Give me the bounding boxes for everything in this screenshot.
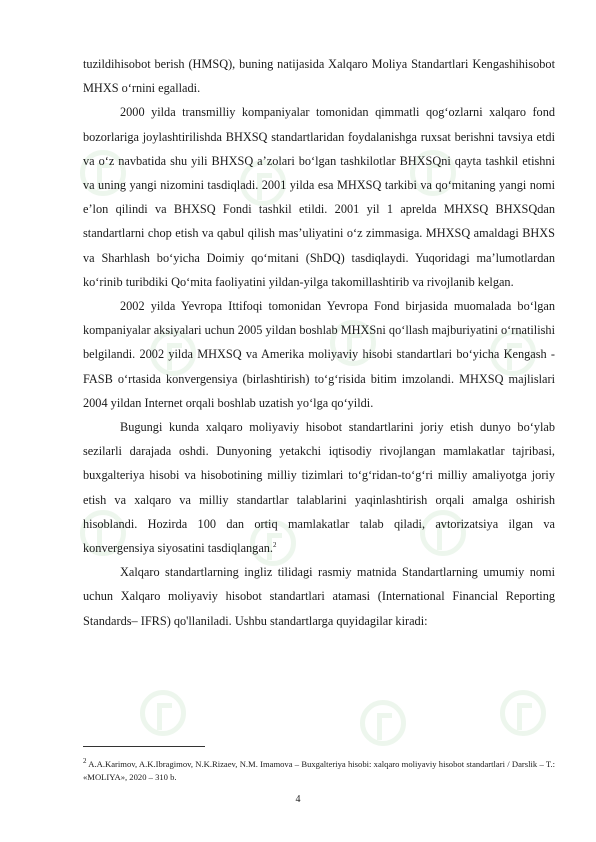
paragraph: [83, 415, 555, 560]
watermark-logo-icon: [360, 700, 406, 746]
footnote: [83, 758, 555, 784]
body-text: [83, 52, 555, 633]
paragraph-text: Bugungi kunda xalqaro moliyaviy hisobot standartlarini joriy etish dunyo bo‘ylab sezilarli darajada oshdi. Dunyoning yetakchi iqtisodiy rivojlangan mamlakatlar tajribasi, buxgalteriya hisobi va hisobotining milliy tizimlari to‘g‘ridan-to‘g‘ri milliy amaliyotga joriy etish va xalqaro va milliy standartlar talablarini yaqinlashtirish orqali amalga oshirish hisoblandi. Hozirda 100 dan ortiq mamlakatlar talab qiladi, avtorizatsiya ilgan va konvergensiya siyosatini tasdiqlangan.: [83, 420, 555, 556]
paragraph: 2002 yilda Yevropa Ittifoqi tomonidan Yevropa Fond birjasida muomalada bo‘lgan kompaniyalar aksiyalari uchun 2005 yildan boshlab MHXSni qo‘llash majburiyatini o‘rnatilishi belgilandi. 2002 yilda MHXSQ va Amerika moliyaviy hisobi standartlari bo‘yicha Kengash - FASB o‘rtasida konvergensiya (birlashtirish) to‘g‘risida bitim imzolandi. MHXSQ majlislari 2004 yildan Internet orqali boshlab uzatish yo‘lga qo‘yildi.: [83, 299, 555, 410]
paragraph: Xalqaro standartlarning ingliz tilidagi rasmiy matnida Standartlarning umumiy nomi uchun Xalqaro moliyaviy hisobot standartlari atamasi (International Financial Reporting Standards– IFRS) qo'llaniladi. Ushbu standartlarga quyidagilar kiradi:: [83, 565, 555, 628]
footnote-divider: [83, 746, 205, 747]
footnote-reference[interactable]: 2: [273, 540, 277, 549]
paragraph: tuzildihisobot berish (HMSQ), buning natijasida Xalqaro Moliya Standartlari Kengashihisobot MHXS o‘rnini egalladi.: [83, 57, 555, 96]
footnote-marker: 2: [83, 757, 87, 766]
watermark-logo-icon: [140, 690, 186, 736]
page-number: 4: [295, 794, 301, 805]
footnote-text: A.A.Karimov, A.K.Ibragimov, N.K.Rizaev, N.M. Imamova – Buxgalteriya hisobi: xalqaro moliyaviy hisobot standartlari / Darslik – T.: «MOLIYA», 2020 – 310 b.: [83, 759, 555, 782]
watermark-logo-icon: [500, 690, 546, 736]
paragraph: 2000 yilda transmilliy kompaniyalar tomonidan qimmatli qog‘ozlarni xalqaro fond bozorlariga joylashtirilishda BHXSQ standartlaridan foydalanishga ruxsat berishni tavsiya etdi va o‘z navbatida shu yili BHXSQ a’zolari bo‘lgan tashkilotlar BHXSQni qayta tashkil etishni va uning yangi nizomini tasdiqladi. 2001 yilda esa MHXSQ tarkibi va qo‘mitaning yangi nomi e’lon qilindi va BHXSQ Fondi tashkil etildi. 2001 yil 1 aprelda MHXSQ BHXSQdan standartlarni chop etish va qabul qilish mas’uliyatini o‘z zimmasiga. MHXSQ amaldagi BHXS va Sharhlash bo‘yicha Doimiy qo‘mitani (ShDQ) tasdiqlaydi. Yuqoridagi ma’lumotlardan ko‘rinib turibdiki Qo‘mita faoliyatini yildan-yilga takomillashtirib va rivojlanib kelgan.: [83, 105, 555, 289]
